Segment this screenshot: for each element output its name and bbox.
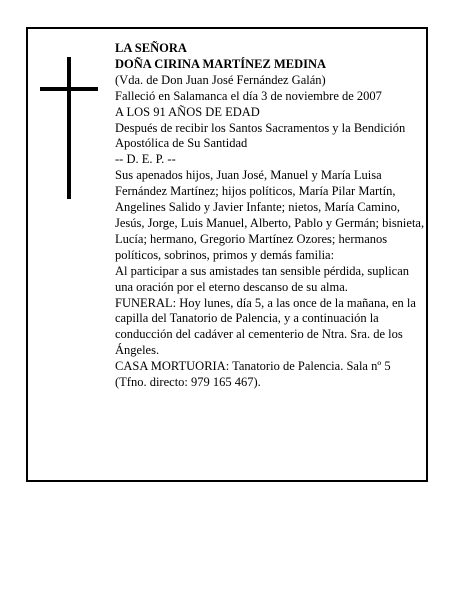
age-line: A LOS 91 AÑOS DE EDAD <box>115 104 260 119</box>
family-paragraph: Sus apenados hijos, Juan José, Manuel y María Luisa Fernández Martínez; hijos políticos, María Pilar Martín, Angelines Salido y Javier Infante; nietos, María Camino, Jesús, Jorge, Luis Manuel, Alberto, Pablo y Germán; bisnieta, Lucía; hermano, Gregorio Martínez Ozores; hermanos políticos, sobrinos, primos y demás familia: <box>115 168 425 262</box>
obituary-notice <box>26 27 428 482</box>
notice-title: LA SEÑORA <box>115 41 187 55</box>
cross-vertical-bar <box>67 57 71 199</box>
death-line: Falleció en Salamanca el día 3 de noviembre de 2007 <box>115 88 382 103</box>
deceased-name: DOÑA CIRINA MARTÍNEZ MEDINA <box>115 56 327 71</box>
prayer-request: Al participar a sus amistades tan sensible pérdida, suplican una oración por el eterno descanso de su alma. <box>115 263 410 294</box>
cross-horizontal-bar <box>40 87 98 91</box>
sacraments-line: Después de recibir los Santos Sacramentos y la Bendición Apostólica de Su Santidad <box>115 120 406 151</box>
funeral-details: FUNERAL: Hoy lunes, día 5, a las once de la mañana, en la capilla del Tanatorio de Palencia, y a continuación la conducción del cadáver al cementerio de Ntra. Sra. de los Ángeles. <box>115 295 416 358</box>
mortuary-details: CASA MORTUORIA: Tanatorio de Palencia. Sala nº 5 (Tfno. directo: 979 165 467). <box>115 359 391 390</box>
latin-cross-icon <box>40 57 98 199</box>
widow-of-line: (Vda. de Don Juan José Fernández Galán) <box>115 72 326 87</box>
rip-line: -- D. E. P. -- <box>115 152 176 167</box>
notice-text <box>115 41 425 391</box>
